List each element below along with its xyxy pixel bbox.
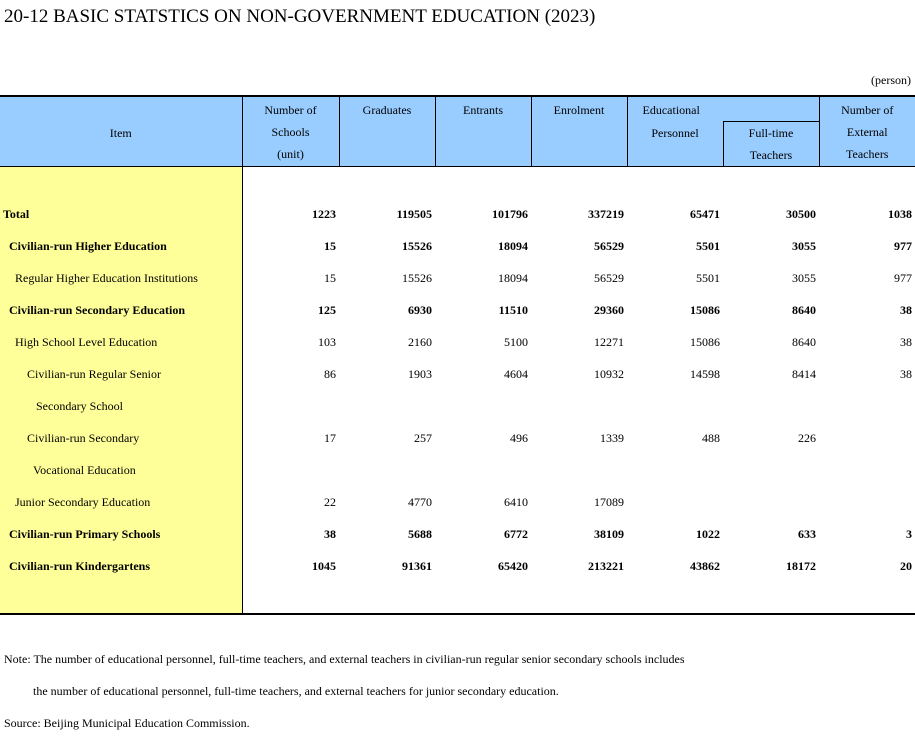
row-label: Vocational Education — [0, 454, 242, 486]
header-entrants: Entrants — [435, 96, 531, 167]
header-external: Number of External Teachers — [819, 96, 915, 167]
table-row — [0, 454, 915, 486]
footnote-continued: the number of educational personnel, full-time teachers, and external teachers for junior secondary education. — [33, 684, 559, 698]
table-row: Civilian-run Higher Education 15 15526 18094 56529 5501 3055 977 — [0, 230, 915, 262]
unit-label: (person) — [871, 73, 911, 87]
row-label: Civilian-run Primary Schools — [0, 518, 242, 550]
table-row: Civilian-run Kindergartens 1045 91361 65420 213221 43862 18172 20 — [0, 550, 915, 582]
table-row: Junior Secondary Education 22 4770 6410 17089 — [0, 486, 915, 518]
row-label: High School Level Education — [0, 326, 242, 358]
row-label: Junior Secondary Education — [0, 486, 242, 518]
row-label: Civilian-run Secondary Education — [0, 294, 242, 326]
table-row: Civilian-run Primary Schools 38 5688 6772 38109 1022 633 3 — [0, 518, 915, 550]
header-personnel: Educational — [627, 96, 819, 122]
statistics-table — [0, 95, 915, 615]
header-item: Item — [0, 96, 242, 167]
page-title: 20-12 BASIC STATSTICS ON NON-GOVERNMENT EDUCATION (2023) — [4, 6, 596, 27]
row-label: Civilian-run Regular Senior — [0, 358, 242, 390]
table-row: Civilian-run Regular Senior 86 1903 4604 10932 14598 8414 38 — [0, 358, 915, 390]
header-personnel-sub: Personnel — [627, 122, 723, 167]
row-label: Regular Higher Education Institutions — [0, 262, 242, 294]
table-row: Regular Higher Education Institutions 15 15526 18094 56529 5501 3055 977 — [0, 262, 915, 294]
row-label: Civilian-run Higher Education — [0, 230, 242, 262]
footnote: Note: The number of educational personnel, full-time teachers, and external teachers in civilian-run regular senior secondary schools includes — [4, 652, 685, 666]
table-row: Total 1223 119505 101796 337219 65471 30500 1038 — [0, 198, 915, 230]
row-label: Civilian-run Kindergartens — [0, 550, 242, 582]
table-row: High School Level Education 103 2160 5100 12271 15086 8640 38 — [0, 326, 915, 358]
table-row: Civilian-run Secondary Education 125 6930 11510 29360 15086 8640 38 — [0, 294, 915, 326]
header-schools: Number of Schools (unit) — [242, 96, 339, 167]
source-note: Source: Beijing Municipal Education Commission. — [4, 716, 250, 730]
row-label: Total — [0, 198, 242, 230]
header-enrolment: Enrolment — [531, 96, 627, 167]
row-label: Secondary School — [0, 390, 242, 422]
header-graduates: Graduates — [339, 96, 435, 167]
header-fulltime: Full-time Teachers — [723, 122, 819, 167]
table-row: Civilian-run Secondary 17 257 496 1339 488 226 — [0, 422, 915, 454]
row-label: Civilian-run Secondary — [0, 422, 242, 454]
table-row — [0, 390, 915, 422]
